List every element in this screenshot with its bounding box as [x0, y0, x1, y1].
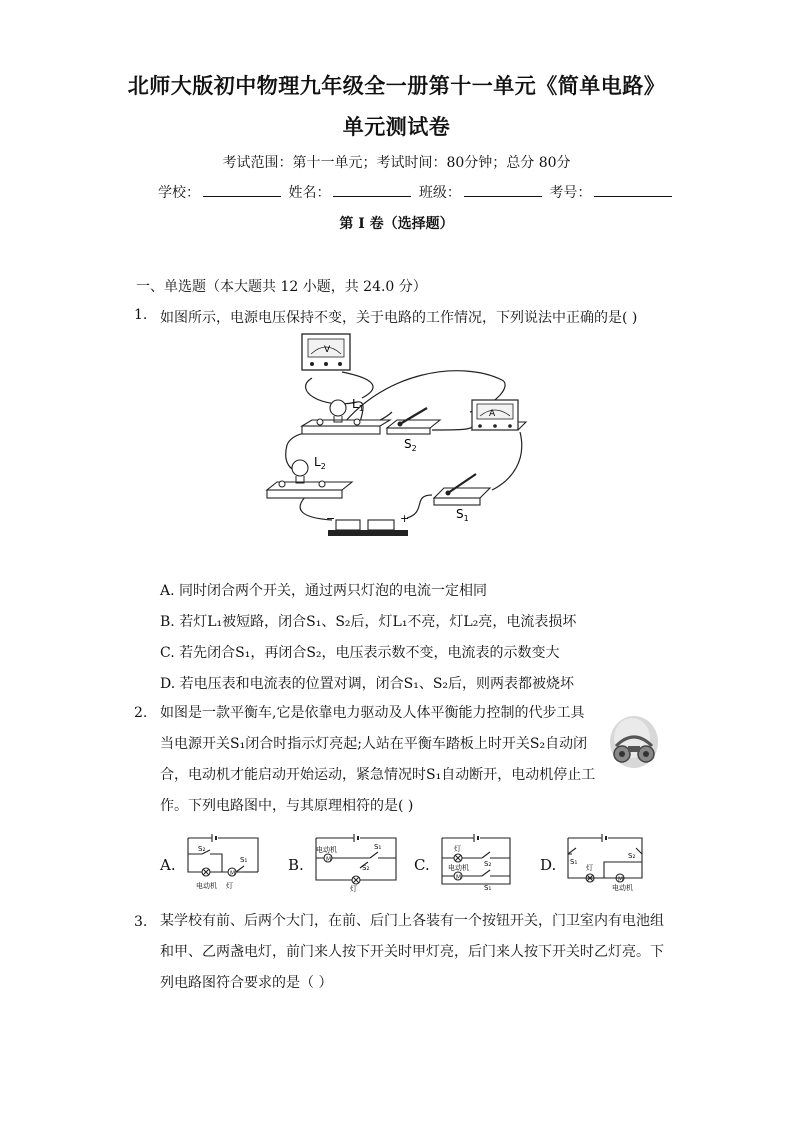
question-2-text: [160, 698, 600, 822]
question-2-option-a-circuit[interactable]: [182, 832, 264, 892]
page-title: 北师大版初中物理九年级全一册第十一单元《简单电路》: [127, 73, 666, 98]
field-name-blank[interactable]: [333, 184, 411, 197]
bulb-l1: [302, 397, 390, 434]
question-1-option-c[interactable]: [160, 642, 560, 662]
question-2-line: 合，电动机才能启动开始运动，紧急情况时S₁自动断开，电动机停止工: [160, 767, 596, 783]
l1-label: $L_1$: [352, 397, 364, 413]
svg-text:M: M: [230, 870, 236, 877]
question-3-number: 3.: [134, 914, 148, 930]
option-text: 若先闭合S₁，再闭合S₂，电压表示数不变，电流表的示数变大: [179, 645, 560, 661]
svg-text:M: M: [456, 874, 462, 881]
question-3-line: 列电路图符合要求的是（ ）: [160, 975, 333, 991]
question-1-text: 如图所示，电源电压保持不变，关于电路的工作情况，下列说法中正确的是( ): [160, 310, 638, 326]
question-2-line: 当电源开关S₁闭合时指示灯亮起;人站在平衡车踏板上时开关S₂自动闭: [160, 736, 588, 752]
field-school-blank[interactable]: [203, 184, 281, 197]
ammeter-label: A: [489, 409, 496, 419]
question-1-option-a[interactable]: [160, 580, 487, 600]
option-text: 同时闭合两个开关，通过两只灯泡的电流一定相同: [179, 583, 488, 599]
label-s2: S₂: [484, 860, 492, 868]
voltmeter: [302, 334, 350, 370]
option-text: 若电压表和电流表的位置对调，闭合S₁、S₂后，则两表都被烧坏: [179, 676, 575, 692]
option-letter: D.: [160, 676, 176, 692]
section-heading: 一、单选题（本大题共 12 小题，共 24.0 分）: [136, 279, 427, 295]
volume-heading: 第 I 卷（选择题）: [339, 216, 454, 232]
label-s1: S₁: [240, 856, 248, 864]
field-class-blank[interactable]: [464, 184, 542, 197]
question-2-option-b-letter[interactable]: B.: [288, 856, 304, 874]
question-3-text: [160, 906, 680, 999]
field-number-blank[interactable]: [594, 184, 672, 197]
s1-label: $S_1$: [456, 507, 469, 523]
label-lamp: 灯: [226, 882, 233, 890]
student-info-row: [158, 182, 675, 202]
label-lamp: 灯: [350, 885, 357, 892]
label-s1: S₁: [374, 843, 382, 851]
question-1-circuit-figure: [262, 330, 532, 542]
question-2-line: 如图是一款平衡车,它是依靠电力驱动及人体平衡能力控制的代步工具: [160, 705, 585, 721]
field-class-label: 班级：: [418, 185, 461, 201]
label-s2: S₂: [362, 864, 370, 872]
question-2-option-c-circuit[interactable]: [436, 832, 516, 892]
l2-label: $L_2$: [314, 455, 326, 471]
option-text: 若灯L₁被短路，闭合S₁、S₂后，灯L₁不亮，灯L₂亮，电流表损坏: [179, 614, 577, 630]
bulb-l2: [267, 455, 352, 498]
question-1-option-b[interactable]: [160, 611, 576, 631]
label-lamp: 灯: [586, 864, 593, 872]
exam-info: 考试范围：第十一单元；考试时间：80分钟；总分 80分: [222, 155, 571, 171]
question-1-option-d[interactable]: [160, 673, 574, 693]
label-motor: 电动机: [612, 884, 633, 892]
question-2-option-d-letter[interactable]: D.: [540, 856, 557, 874]
question-3-line: 某学校有前、后两个大门，在前、后门上各装有一个按钮开关，门卫室内有电池组: [160, 913, 664, 929]
option-letter: A.: [160, 583, 175, 599]
question-3-line: 和甲、乙两盏电灯，前门来人按下开关时甲灯亮，后门来人按下开关时乙灯亮。下: [160, 944, 664, 960]
question-2-option-a-letter[interactable]: A.: [160, 856, 176, 874]
question-1-number: 1.: [134, 307, 148, 323]
question-2-number: 2.: [134, 705, 148, 721]
svg-text:M: M: [618, 876, 624, 883]
s2-label: $S_2$: [404, 437, 417, 453]
field-number-label: 考号：: [549, 185, 592, 201]
battery-plus: +: [400, 512, 410, 525]
svg-text:M: M: [326, 856, 332, 863]
question-2-line: 作。下列电路图中，与其原理相符的是( ): [160, 798, 414, 814]
label-s2: S₂: [198, 845, 206, 853]
label-s1: S₁: [484, 884, 492, 892]
question-2-option-c-letter[interactable]: C.: [414, 856, 430, 874]
switch-s1: [434, 474, 490, 523]
voltmeter-label: V: [324, 345, 331, 355]
battery-minus: −: [326, 512, 336, 525]
field-school-label: 学校：: [158, 185, 200, 201]
option-letter: C.: [160, 645, 175, 661]
label-motor: 电动机: [196, 882, 217, 890]
balance-scooter-image: [606, 708, 662, 772]
question-2-option-d-circuit[interactable]: [562, 832, 650, 892]
battery: [326, 512, 409, 536]
label-motor: 电动机: [316, 846, 337, 854]
label-s1: S₁: [570, 858, 578, 866]
option-letter: B.: [160, 614, 175, 630]
label-motor: 电动机: [448, 864, 469, 872]
label-s2: S₂: [628, 852, 636, 860]
ammeter: [472, 400, 526, 430]
question-2-option-b-circuit[interactable]: [310, 832, 402, 892]
page-subtitle: 单元测试卷: [342, 114, 451, 139]
field-name-label: 姓名：: [288, 185, 331, 201]
label-lamp: 灯: [454, 845, 461, 853]
